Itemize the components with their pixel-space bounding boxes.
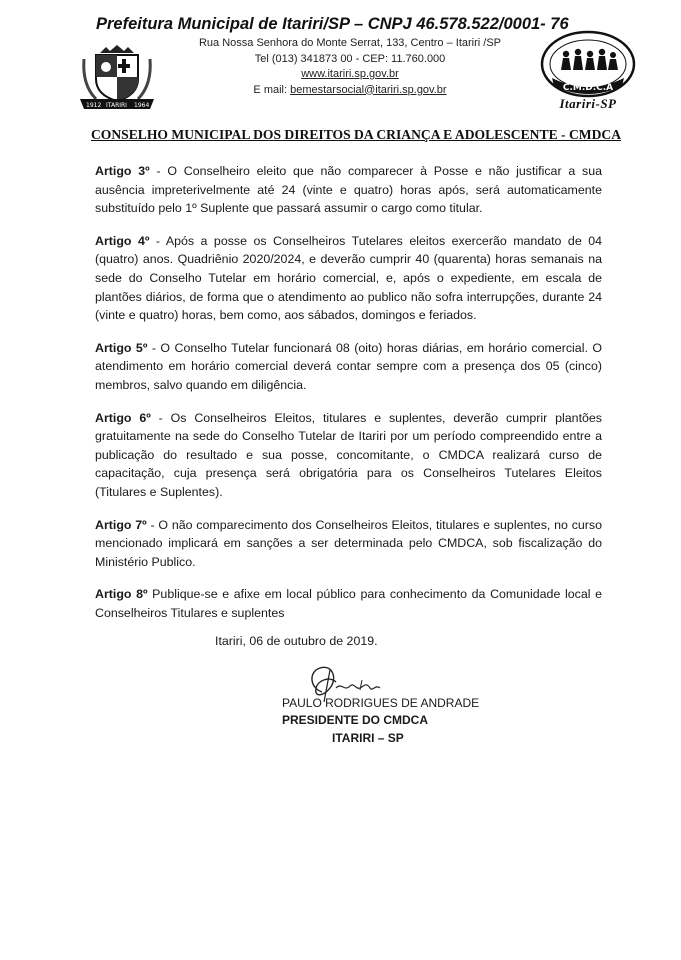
- website-link[interactable]: www.itariri.sp.gov.br: [301, 68, 399, 80]
- article-4: [95, 232, 602, 325]
- article-6: [95, 409, 602, 502]
- article-label: Artigo 8º: [95, 587, 148, 602]
- article-text: - O Conselheiro eleito que não comparecer à Posse e não justificar a sua ausência impreterivelmente até 24 (vinte e quatro) horas após, será automaticamente substituído pelo 1º Suplente que passará assumir o cargo como titular.: [95, 164, 602, 216]
- header-address: Rua Nossa Senhora do Monte Serrat, 133, Centro – Itariri /SP: [198, 37, 502, 49]
- document-body: [95, 162, 602, 636]
- logo-caption: Itariri-SP: [559, 96, 617, 111]
- signatory-role: PRESIDENTE DO CMDCA: [282, 713, 429, 727]
- signatory-name: PAULO RODRIGUES DE ANDRADE: [282, 696, 480, 710]
- municipal-crest-icon: [80, 45, 154, 111]
- article-3: [95, 162, 602, 218]
- crest-name: ITARIRI: [106, 102, 127, 109]
- crest-year-left: 1912: [86, 102, 102, 109]
- header-phone: Tel (013) 341873 00 - CEP: 11.760.000: [254, 52, 446, 65]
- crest-year-right: 1964: [134, 102, 150, 109]
- article-7: [95, 516, 602, 572]
- logo-text: C.M.D.C.A: [562, 83, 614, 93]
- signatory-city: ITARIRI – SP: [332, 731, 404, 745]
- article-label: Artigo 7º: [95, 517, 147, 532]
- council-title: CONSELHO MUNICIPAL DOS DIREITOS DA CRIANÇA E ADOLESCENTE - CMDCA: [90, 127, 622, 142]
- article-text: - Após a posse os Conselheiros Tutelares eleitos exercerão mandato de 04 (quatro) anos. Quadriênio 2020/2024, e deverão cumprir 40 (quarenta) horas semanais na sede do Conselho Tutelar em horário comercial, e, após o expediente, em escala de plantões diários, de forma que o atendimento ao publico não sofra interrupções, durante 24 (vinte e quatro) horas, bem como, aos sábados, domingos e feriados.: [95, 233, 602, 323]
- header-contact: [190, 36, 510, 98]
- date-line: Itariri, 06 de outubro de 2019.: [215, 634, 378, 648]
- article-8: [95, 585, 602, 622]
- header-title: Prefeitura Municipal de Itariri/SP – CNPJ 46.578.522/0001- 76: [96, 15, 569, 33]
- article-label: Artigo 6º: [95, 410, 151, 425]
- email-link[interactable]: bemestarsocial@itariri.sp.gov.br: [290, 83, 447, 96]
- email-label: E mail:: [253, 83, 291, 96]
- article-text: Publique-se e afixe em local público para conhecimento da Comunidade local e Conselheiros Titulares e suplentes: [95, 587, 602, 620]
- article-text: - O não comparecimento dos Conselheiros Eleitos, titulares e suplentes, no curso mencionado implicará em sanções a ser determinada pelo CMDCA, sob fiscalização do Ministério Publico.: [95, 517, 602, 569]
- article-label: Artigo 5º: [95, 340, 148, 355]
- article-label: Artigo 3º: [95, 164, 150, 178]
- article-text: - Os Conselheiros Eleitos, titulares e suplentes, deverão cumprir plantões gratuitamente na sede do Conselho Tutelar de Itariri por um período compreendido entre a publicação do resultado e sua posse, concomitante, o CMDCA realizará curso de capacitação, cuja presença será obrigatória para os Conselheiros Tutelares Eleitos (Titulares e Suplentes).: [95, 410, 602, 499]
- article-label: Artigo 4º: [95, 233, 150, 248]
- article-5: [95, 339, 602, 395]
- article-text: - O Conselho Tutelar funcionará 08 (oito) horas diárias, em horário comercial. O atendimento em horário comercial deverá contar sempre com a presença dos 05 (cinco) membros, salvo quando em diligência.: [95, 340, 602, 392]
